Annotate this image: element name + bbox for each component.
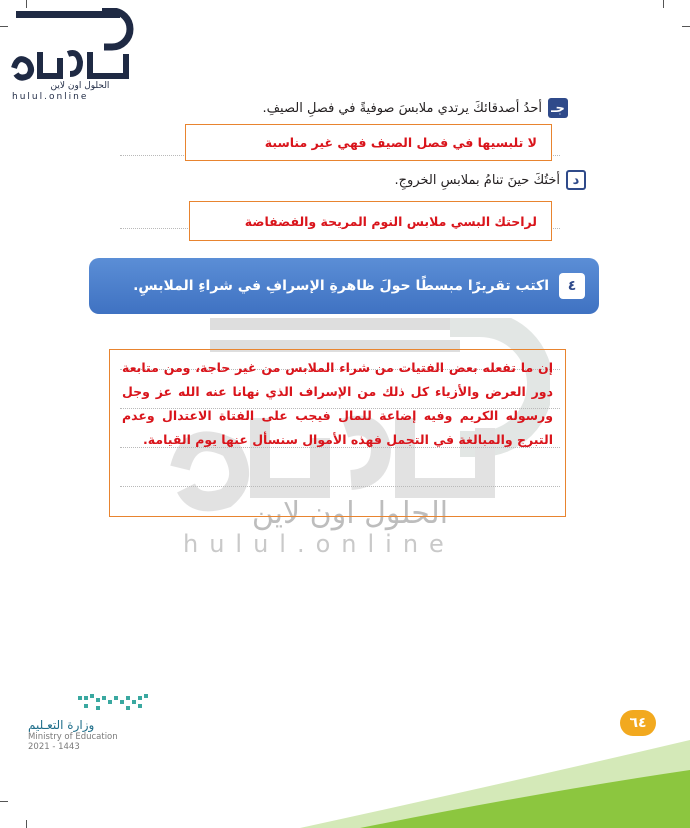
crop-mark: [682, 26, 690, 27]
logo-latin-text: hulul.online: [12, 92, 89, 102]
ministry-name-arabic: وزارة التعـليم: [28, 718, 95, 732]
report-answer-box: [109, 349, 566, 517]
edition-year: 2021 - 1443: [28, 742, 80, 752]
task-banner: [89, 258, 599, 314]
watermark-latin: hulul.online: [183, 530, 455, 558]
svg-text:الحلول اون لاين: الحلول اون لاين: [50, 81, 110, 91]
page-number-badge: ٦٤: [620, 710, 656, 736]
crop-mark: [26, 0, 27, 8]
ministry-name-english: Ministry of Education: [28, 732, 118, 742]
answer-text: لا تلبسيها في فصل الصيف فهي غير مناسبة: [264, 135, 537, 150]
question-row: [395, 170, 586, 190]
hulul-logo-graphic: [10, 8, 138, 92]
crop-mark: [663, 0, 664, 8]
answer-box: [189, 201, 552, 241]
task-text: اكتب تقريرًا مبسطًا حولَ ظاهرةِ الإسرافِ في شراءِ الملابسِ.: [133, 278, 549, 294]
question-row: [262, 98, 568, 118]
question-badge: د: [566, 170, 586, 190]
ministry-emblem-icon: [76, 692, 156, 714]
svg-text:الحلول اون لاين: الحلول اون لاين: [251, 496, 449, 531]
answer-text: لراحتك البسي ملابس النوم المريحة والفضفاضة: [244, 213, 537, 229]
hulul-logo: [10, 8, 138, 100]
question-text: أحدُ أصدقائكَ يرتدي ملابسَ صوفيةً في فصلِ الصيفِ.: [262, 100, 542, 116]
question-badge: جـ: [548, 98, 568, 118]
ministry-logo: [28, 692, 158, 752]
question-text: أختُكَ حينَ تنامُ بملابسِ الخروجِ.: [394, 172, 560, 188]
answer-box: [185, 124, 552, 161]
crop-mark: [0, 26, 8, 27]
task-number: ٤: [559, 273, 585, 299]
report-text: إن ما تفعله بعض الفتيات من شراء الملابس من غير حاجة، ومن متابعة دور العرض والأزياء كل ذلك من الإسراف الذي نهانا عنه الله عز وجل ورسوله الكريم وفيه إضاعة للمال فيجب على الفتاة الاعتدال وعدم التبرج والمبالغة في التجمل فهذه الأموال سنسأل عنها يوم القيامة.: [122, 360, 553, 447]
